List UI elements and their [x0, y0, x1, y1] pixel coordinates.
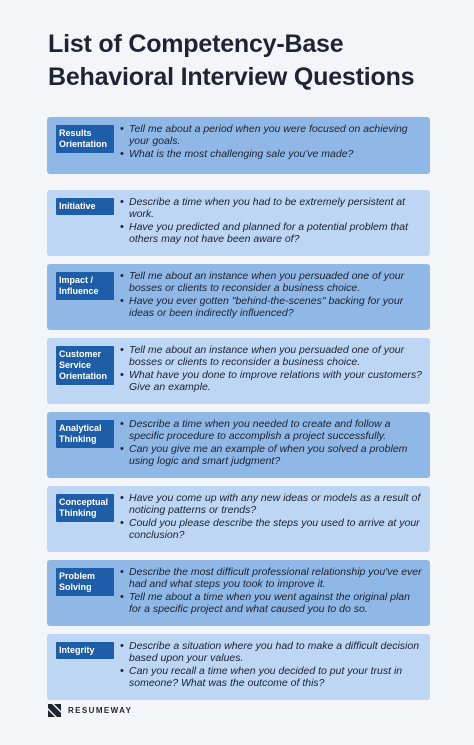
question-item [120, 591, 424, 615]
question-text: Have you predicted and planned for a potential problem that others may not have been aware of? [129, 221, 409, 245]
brand-name: RESUMEWAY [68, 706, 133, 715]
question-text: Describe the most difficult professional relationship you've ever had and what steps you took to improve it. [129, 566, 422, 590]
question-item [120, 418, 424, 442]
question-item [120, 566, 424, 590]
competency-label: Results Orientation [56, 125, 114, 153]
question-item [120, 344, 424, 368]
question-item [120, 295, 424, 319]
page-title-line-2: Behavioral Interview Questions [48, 63, 415, 91]
competency-label: Integrity [56, 642, 114, 659]
competency-card-conceptual-thinking [47, 486, 430, 552]
bullet-icon: • [120, 418, 124, 430]
competency-card-impact-influence [47, 264, 430, 330]
question-text: Can you recall a time when you decided to put your trust in someone? What was the outcome of this? [129, 665, 403, 689]
bullet-icon: • [120, 591, 124, 603]
page-title [48, 28, 448, 94]
competency-card-customer-service-orientation [47, 338, 430, 404]
competency-list [47, 117, 430, 708]
bullet-icon: • [120, 566, 124, 578]
question-text: Describe a time when you needed to create and follow a specific procedure to accomplish a project successfully. [129, 418, 391, 442]
competency-card-problem-solving [47, 560, 430, 626]
competency-card-analytical-thinking [47, 412, 430, 478]
bullet-icon: • [120, 344, 124, 356]
question-list [120, 492, 424, 542]
brand-footer [48, 704, 132, 717]
competency-label: Problem Solving [56, 568, 114, 596]
question-item [120, 196, 424, 220]
question-list [120, 566, 424, 616]
question-text: Tell me about a period when you were focused on achieving your goals. [129, 123, 408, 147]
question-text: Tell me about an instance when you persuaded one of your bosses or clients to reconsider a business choice. [129, 270, 405, 294]
question-item [120, 517, 424, 541]
competency-card-integrity [47, 634, 430, 700]
question-text: Have you ever gotten "behind-the-scenes" backing for your ideas or been indirectly influenced? [129, 295, 404, 319]
bullet-icon: • [120, 123, 124, 135]
competency-label: Impact / Influence [56, 272, 114, 300]
question-list [120, 640, 424, 690]
question-item [120, 270, 424, 294]
bullet-icon: • [120, 148, 124, 160]
question-item [120, 640, 424, 664]
bullet-icon: • [120, 443, 124, 455]
competency-card-results-orientation [47, 117, 430, 174]
question-list [120, 270, 424, 320]
bullet-icon: • [120, 295, 124, 307]
question-text: Could you please describe the steps you used to arrive at your conclusion? [129, 517, 420, 541]
competency-label: Conceptual Thinking [56, 494, 114, 522]
question-item [120, 221, 424, 245]
question-list [120, 196, 424, 246]
question-item [120, 123, 424, 147]
bullet-icon: • [120, 221, 124, 233]
question-item [120, 443, 424, 467]
question-item [120, 665, 424, 689]
bullet-icon: • [120, 665, 124, 677]
page-title-line-1: List of Competency-Base [48, 30, 344, 58]
question-item [120, 369, 424, 393]
bullet-icon: • [120, 369, 124, 381]
competency-label: Customer Service Orientation [56, 346, 114, 385]
question-text: Describe a situation where you had to make a difficult decision based upon your values. [129, 640, 420, 664]
bullet-icon: • [120, 270, 124, 282]
question-list [120, 123, 424, 161]
question-text: Describe a time when you had to be extremely persistent at work. [129, 196, 406, 220]
bullet-icon: • [120, 196, 124, 208]
question-text: Tell me about a time when you went against the original plan for a specific project and what caused you to do so. [129, 591, 410, 615]
question-item [120, 492, 424, 516]
bullet-icon: • [120, 640, 124, 652]
question-text: Have you come up with any new ideas or models as a result of noticing patterns or trends? [129, 492, 421, 516]
resumeway-logo-icon [48, 704, 61, 717]
question-list [120, 418, 424, 468]
bullet-icon: • [120, 517, 124, 529]
competency-label: Initiative [56, 198, 114, 215]
question-text: What is the most challenging sale you've made? [129, 148, 354, 160]
question-text: Can you give me an example of when you solved a problem using logic and smart judgment? [129, 443, 408, 467]
question-text: What have you done to improve relations with your customers? Give an example. [129, 369, 422, 393]
question-list [120, 344, 424, 394]
competency-label: Analytical Thinking [56, 420, 114, 448]
competency-card-initiative [47, 190, 430, 256]
question-text: Tell me about an instance when you persuaded one of your bosses or clients to reconsider a business choice. [129, 344, 405, 368]
bullet-icon: • [120, 492, 124, 504]
question-item [120, 148, 424, 160]
